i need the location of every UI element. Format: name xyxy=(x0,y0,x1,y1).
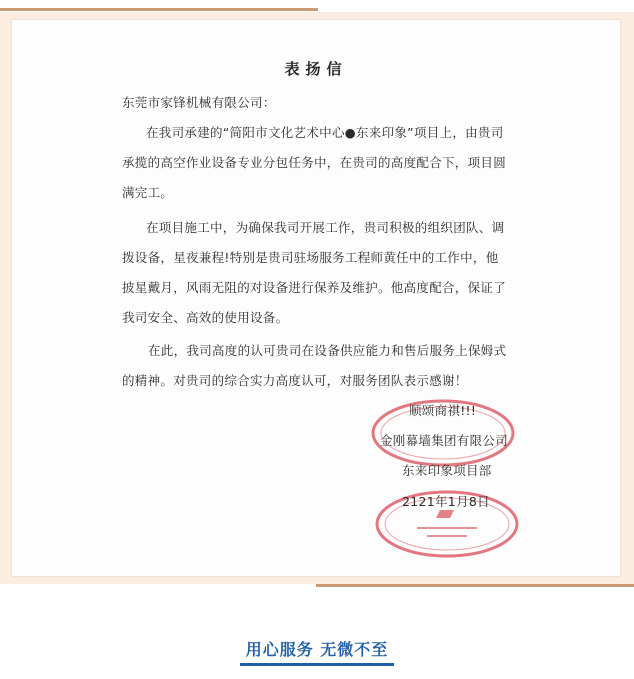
signer-company: 金刚幕墙集团有限公司 xyxy=(380,433,509,448)
letter-line: 满完工。 xyxy=(122,185,174,200)
letter-line: 在我司承建的“简阳市文化艺术中心●东来印象”项目上，由贵司 xyxy=(146,125,504,140)
paper-background xyxy=(0,12,634,584)
frame-bottom-accent xyxy=(316,584,634,587)
footer-slogan-text: 用心服务 无微不至 xyxy=(245,640,389,659)
signer-department: 东来印象项目部 xyxy=(402,463,492,478)
letter-line: 的精神。对贵司的综合实力高度认可，对服务团队表示感谢！ xyxy=(122,373,468,388)
letter-line: 我司安全、高效的使用设备。 xyxy=(122,310,289,325)
letter-line: 拨设备，星夜兼程!特别是贵司驻场服务工程师黄任中的工作中，他 xyxy=(122,250,499,265)
letter-title: 表扬信 xyxy=(284,60,348,78)
slogan-underline xyxy=(240,663,395,666)
letter-line: 披星戴月，风雨无阻的对设备进行保养及维护。他高度配合，保证了 xyxy=(122,280,507,295)
letter-closing: 顺颂商祺!!! xyxy=(409,403,477,418)
letter-frame xyxy=(0,8,634,588)
commendation-letter xyxy=(12,20,620,576)
letter-line: 承揽的高空作业设备专业分包任务中，在贵司的高度配合下，项目圆 xyxy=(122,155,507,170)
frame-top-accent xyxy=(0,8,318,11)
letter-line: 在项目施工中，为确保我司开展工作，贵司积极的组织团队、调 xyxy=(146,220,505,235)
letter-salutation: 东莞市家锋机械有限公司： xyxy=(122,95,276,110)
letter-date: 2121年1月8日 xyxy=(402,494,490,509)
letter-line: 在此，我司高度的认可贵司在设备供应能力和售后服务上保姆式 xyxy=(148,343,507,358)
footer-slogan-area xyxy=(0,633,634,663)
footer-slogan xyxy=(240,633,395,666)
